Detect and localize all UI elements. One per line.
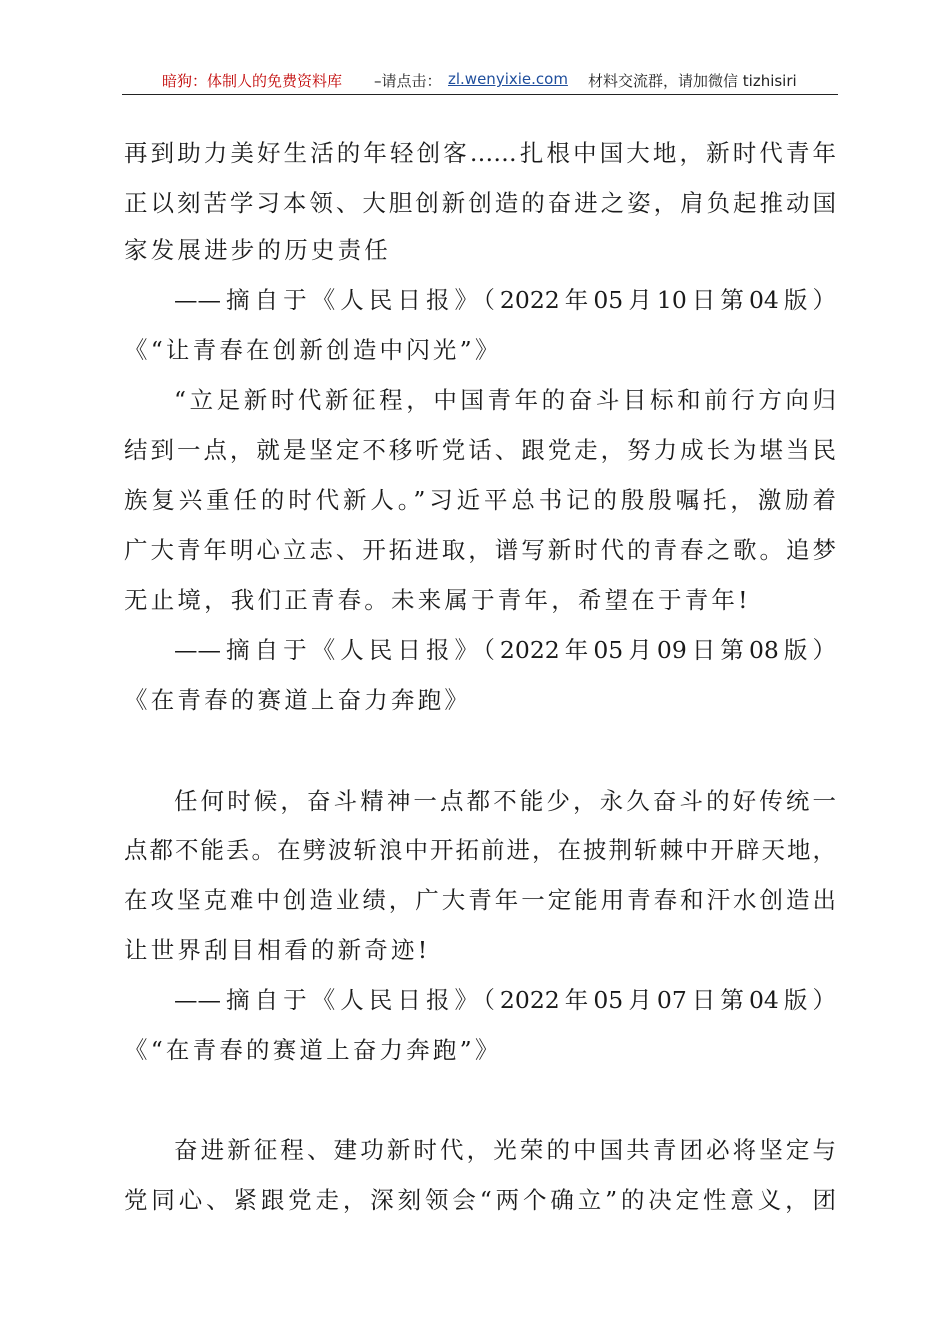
text-line: “立足新时代新征程，中国青年的奋斗目标和前行方向归: [174, 386, 836, 414]
citation-title: 《“让青春在创新创造中闪光”》: [124, 336, 502, 364]
citation-line: ——摘自于《人民日报》（2022年05月10日第04版）: [174, 286, 836, 314]
text-line: 党同心、紧跟党走，深刻领会“两个确立”的决定性意义，团: [124, 1186, 836, 1214]
header-brand: 暗狗：体制人的免费资料库: [162, 72, 343, 90]
text-line: 无止境，我们正青春。未来属于青年，希望在于青年!: [124, 586, 751, 614]
text-line: 家发展进步的历史责任: [124, 236, 391, 264]
page-header: [122, 66, 838, 95]
header-link[interactable]: zl.wenyixie.com: [448, 70, 568, 88]
citation-title: 《在青春的赛道上奋力奔跑》: [124, 686, 472, 714]
text-line: 广大青年明心立志、开拓进取，谱写新时代的青春之歌。追梦: [124, 536, 836, 564]
text-line: 任何时候，奋斗精神一点都不能少，永久奋斗的好传统一: [174, 787, 836, 815]
text-line: 奋进新征程、建功新时代，光荣的中国共青团必将坚定与: [174, 1136, 836, 1164]
text-line: 在攻坚克难中创造业绩，广大青年一定能用青春和汗水创造出: [124, 886, 836, 914]
text-line: 结到一点，就是坚定不移听党话、跟党走，努力成长为堪当民: [124, 436, 836, 464]
header-prompt: –请点击：: [374, 72, 442, 90]
citation-line: ——摘自于《人民日报》（2022年05月07日第04版）: [174, 986, 836, 1014]
text-line: 再到助力美好生活的年轻创客……扎根中国大地，新时代青年: [124, 139, 836, 167]
text-line: 让世界刮目相看的新奇迹!: [124, 936, 431, 964]
citation-line: ——摘自于《人民日报》（2022年05月09日第08版）: [174, 636, 836, 664]
text-line: 正以刻苦学习本领、大胆创新创造的奋进之姿，肩负起推动国: [124, 189, 836, 217]
citation-title: 《“在青春的赛道上奋力奔跑”》: [124, 1036, 502, 1064]
text-line: 点都不能丢。在劈波斩浪中开拓前进，在披荆斩棘中开辟天地，: [124, 836, 836, 864]
header-contact: 材料交流群，请加微信 tizhisiri: [588, 72, 797, 90]
text-line: 族复兴重任的时代新人。”习近平总书记的殷殷嘱托，激励着: [124, 486, 836, 514]
